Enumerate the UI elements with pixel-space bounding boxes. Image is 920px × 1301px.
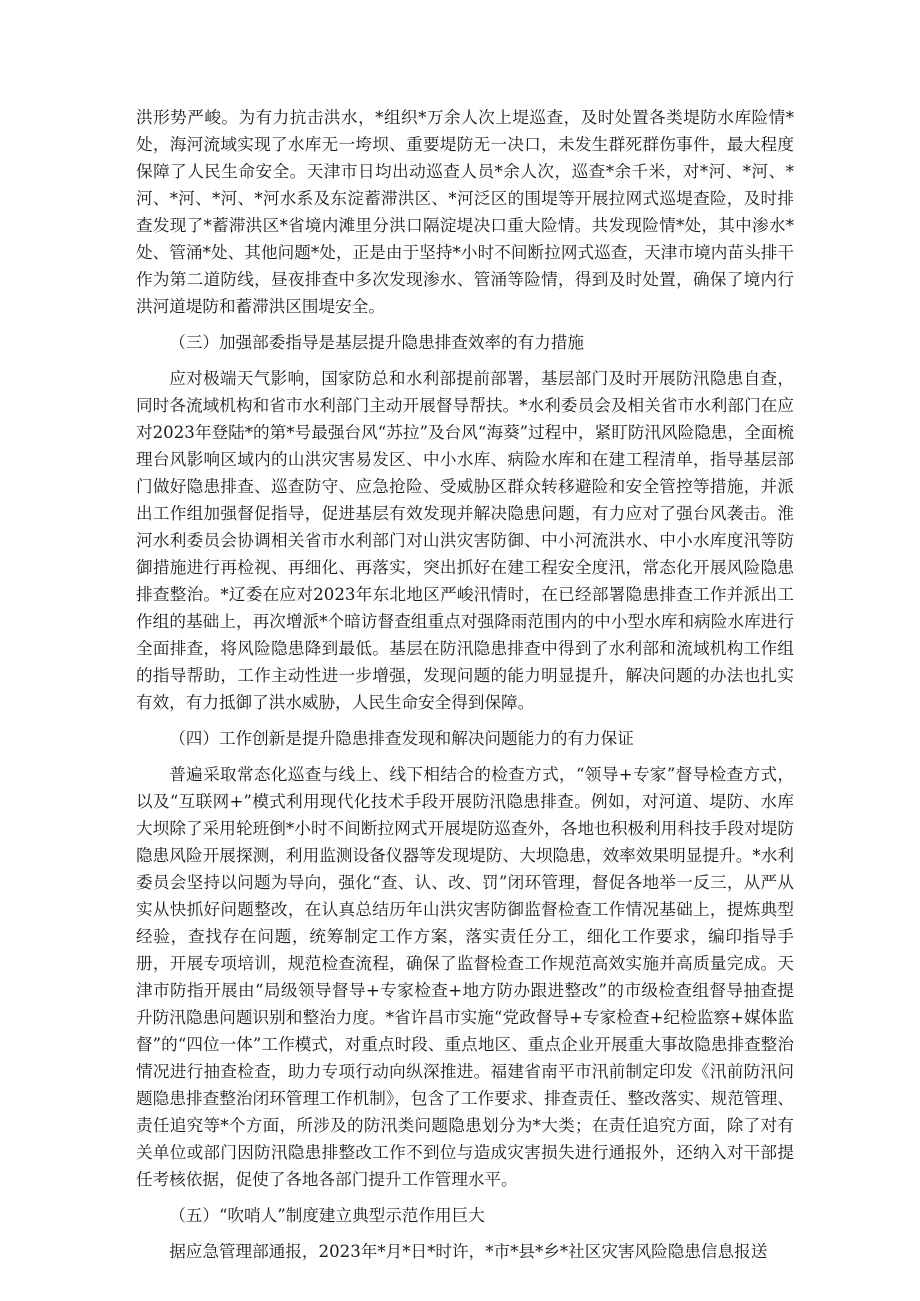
body-paragraph: 据应急管理部通报，2023年*月*日*时许，*市*县*乡*社区灾害风险隐患信息报送: [169, 1242, 768, 1261]
section-heading-4: （四）工作创新是提升隐患排查发现和解决问题能力的有力保证: [169, 729, 634, 748]
section-heading-3: （三）加强部委指导是基层提升隐患排查效率的有力措施: [169, 333, 585, 352]
body-paragraph: 应对极端天气影响，国家防总和水利部提前部署，基层部门及时开展防汛隐患自查，同时各流域机构和省市水利部门主动开展督导帮扶。*水利委员会及相关省市水利部门在应对2023年登陆*的第*号最强台风“苏拉”及台风“海葵”过程中，紧盯防汛风险隐患，全面梳理台风影响区域内的山洪灾害易发区、中小水库、病险水库和在建工程清单，指导基层部门做好隐患排查、巡查防守、应急抢险、受威胁区群众转移避险和安全管控等措施，并派出工作组加强督促指导，促进基层有效发现并解决隐患问题，有力应对了强台风袭击。淮河水利委员会协调相关省市水利部门对山洪灾害防御、中小河流洪水、中小水库度汛等防御措施进行再检视、再细化、再落实，突出抓好在建工程安全度汛，常态化开展风险隐患排查整治。*辽委在应对2023年东北地区严峻汛情时，在已经部署隐患排查工作并派出工作组的基础上，再次增派*个暗访督查组重点对强降雨范围内的中小型水库和病险水库进行全面排查，将风险隐患降到最低。基层在防汛隐患排查中得到了水利部和流域机构工作组的指导帮助，工作主动性进一步增强，发现问题的能力明显提升，解决问题的办法也扎实有效，有力抵御了洪水威胁，人民生命安全得到保障。: [136, 369, 794, 712]
section-heading-5: （五）“吹哨人”制度建立典型示范作用巨大: [169, 1206, 485, 1225]
body-paragraph: 普遍采取常态化巡查与线上、线下相结合的检查方式，“领导+专家”督导检查方式，以及“互联网+”模式利用现代化技术手段开展防汛隐患排查。例如，对河道、堤防、水库大坝除了采用轮班倒*小时不间断拉网式开展堤防巡查外，各地也积极利用科技手段对堤防隐患风险开展探测，利用监测设备仪器等发现堤防、大坝隐患，效率效果明显提升。*水利委员会坚持以问题为导向，强化“查、认、改、罚”闭环管理，督促各地举一反三，从严从实从快抓好问题整改，在认真总结历年山洪灾害防御监督检查工作情况基础上，提炼典型经验，查找存在问题，统筹制定工作方案，落实责任分工，细化工作要求，编印指导手册，开展专项培训，规范检查流程，确保了监督检查工作规范高效实施并高质量完成。天津市防指开展由“局级领导督导+专家检查+地方防办跟进整改”的市级检查组督导抽查提升防汛隐患问题识别和整治力度。*省许昌市实施“党政督导+专家检查+纪检监察+媒体监督”的“四位一体”工作模式，对重点时段、重点地区、重点企业开展重大事故隐患排查整治情况进行抽查检查，助力专项行动向纵深推进。福建省南平市汛前制定印发《汛前防汛问题隐患排查整治闭环管理工作机制》，包含了工作要求、排查责任、整改落实、规范管理、责任追究等*个方面，所涉及的防汛类问题隐患划分为*大类；在责任追究方面，除了对有关单位或部门因防汛隐患排整改工作不到位与造成灾害损失进行通报外，还纳入对干部提任考核依据，促使了各地各部门提升工作管理水平。: [136, 765, 794, 1189]
body-paragraph: 洪形势严峻。为有力抗击洪水，*组织*万余人次上堤巡查，及时处置各类堤防水库险情*处，海河流域实现了水库无一垮坝、重要堤防无一决口，未发生群死群伤事件，最大程度保障了人民生命安全。天津市日均出动巡查人员*余人次，巡查*余千米，对*河、*河、*河、*河、*河、*河水系及东淀蓄滞洪区、*河泛区的围堤等开展拉网式巡堤查险，及时排查发现了*蓄滞洪区*省境内滩里分洪口隔淀堤决口重大险情。共发现险情*处，其中渗水*处、管涌*处、其他问题*处，正是由于坚持*小时不间断拉网式巡查，天津市境内苗头排干作为第二道防线，昼夜排查中多次发现渗水、管涌等险情，得到及时处置，确保了境内行洪河道堤防和蓄滞洪区围堤安全。: [136, 108, 794, 316]
